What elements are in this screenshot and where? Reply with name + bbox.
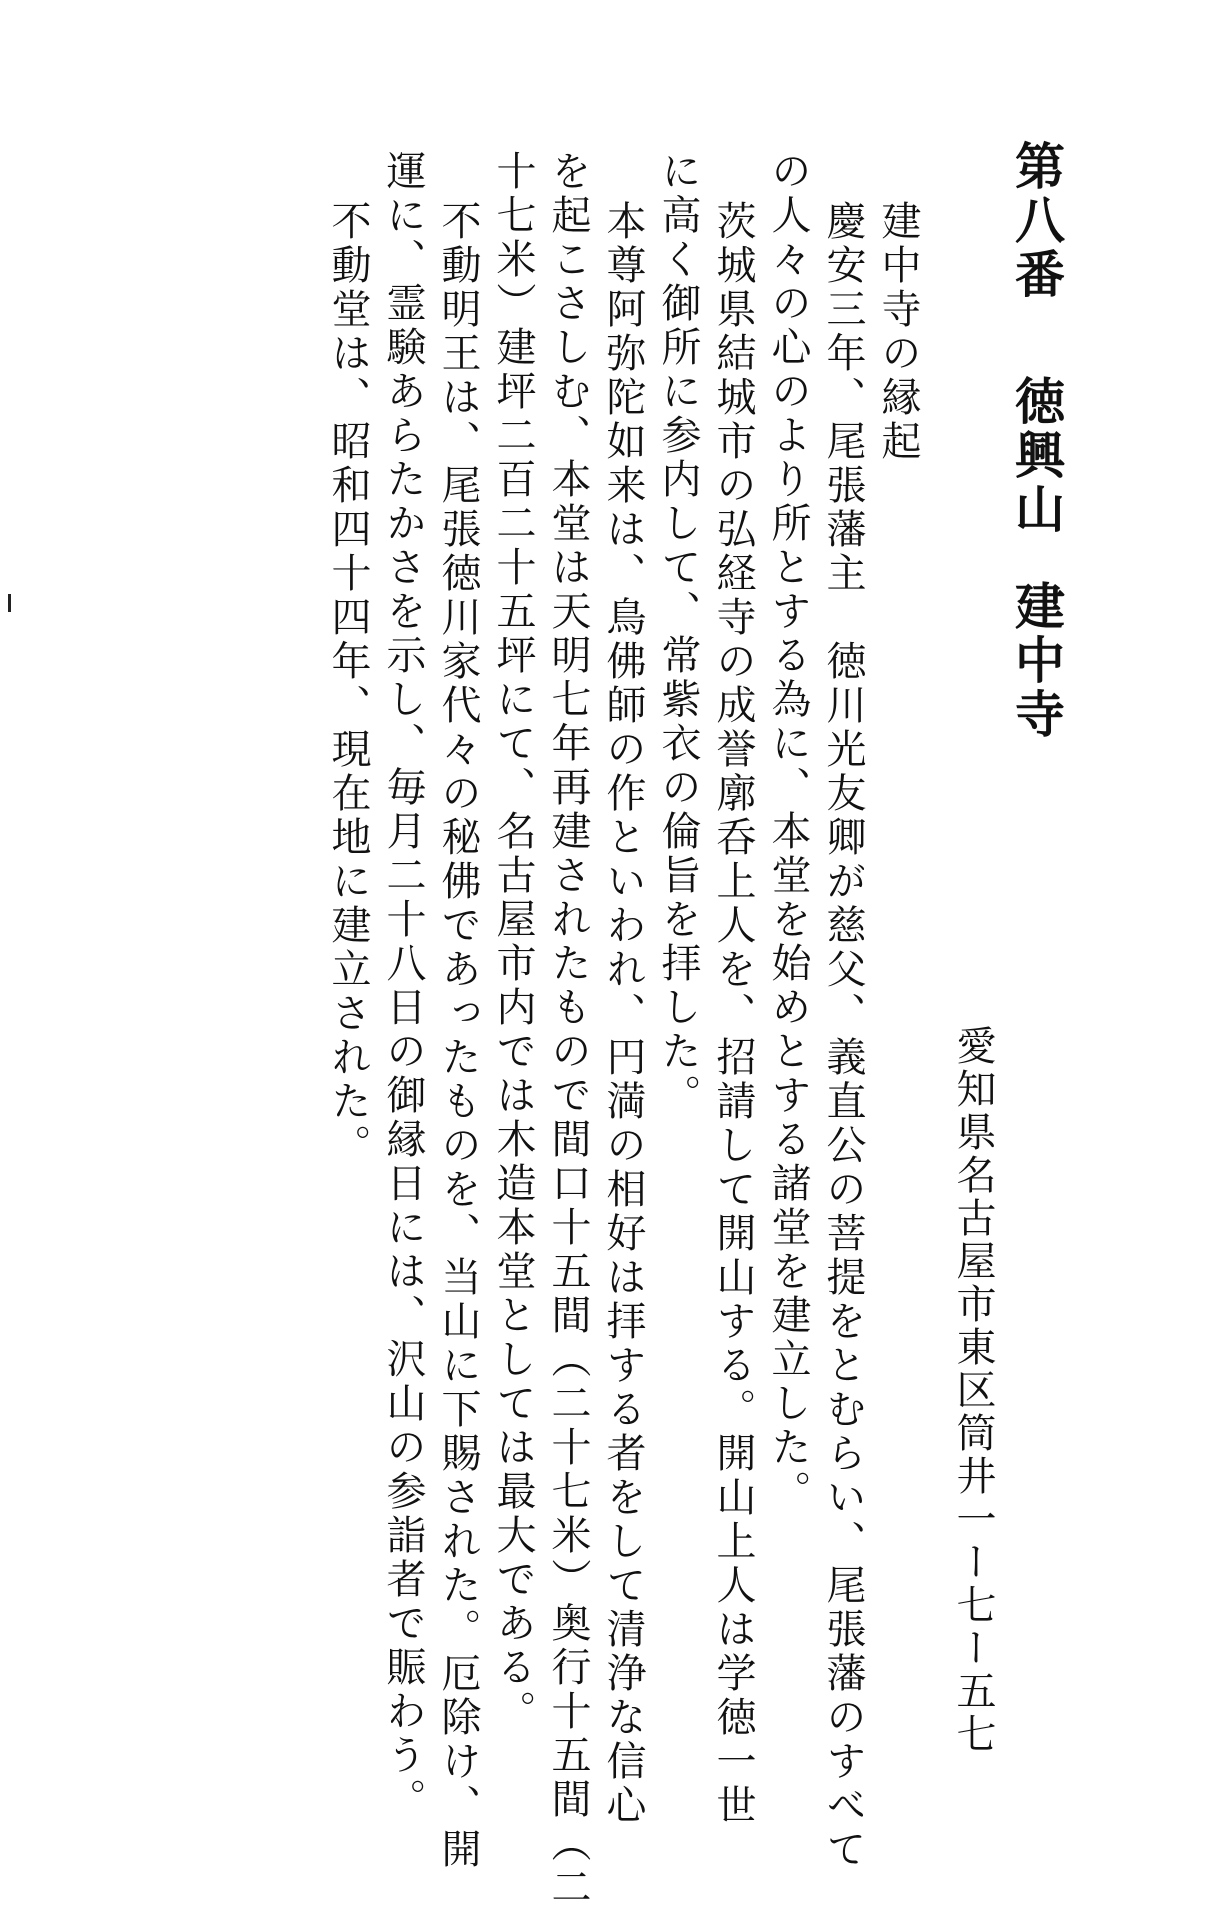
paragraph-line: 十七米）建坪二百二十五坪にて、名古屋市内では木造本堂としては最大である。 (490, 150, 536, 1734)
section-title: 建中寺の縁起 (875, 200, 921, 464)
temple-number-heading: 第八番 (1007, 140, 1066, 302)
paragraph-line: を起こさしむ、本堂は天明七年再建されたもので間口十五間（二十七米）奥行十五間（二 (545, 150, 591, 1910)
paragraph-line: 不動明王は、尾張徳川家代々の秘佛であったものを、当山に下賜された。厄除け、開 (435, 200, 481, 1872)
mountain-name-heading: 徳興山 (1007, 375, 1066, 537)
temple-name-heading: 建中寺 (1007, 580, 1066, 742)
paragraph-line: 本尊阿弥陀如来は、鳥佛師の作といわれ、円満の相好は拝する者をして清浄な信心 (600, 200, 646, 1828)
temple-address: 愛知県名古屋市東区筒井一ー七ー五七 (950, 1025, 996, 1756)
paragraph-line: 不動堂は、昭和四十四年、現在地に建立された。 (325, 200, 371, 1168)
margin-mark (8, 594, 11, 612)
paragraph-line: に高く御所に参内して、常紫衣の倫旨を拝した。 (655, 150, 701, 1118)
paragraph-line: 茨城県結城市の弘経寺の成誉廓呑上人を、招請して開山する。開山上人は学徳一世 (710, 200, 756, 1828)
paragraph-line: の人々の心のより所とする為に、本堂を始めとする諸堂を建立した。 (765, 150, 811, 1514)
paragraph-line: 運に、霊験あらたかさを示し、毎月二十八日の御縁日には、沢山の参詣者で賑わう。 (380, 150, 426, 1822)
paragraph-line: 慶安三年、尾張藩主 徳川光友卿が慈父、義直公の菩提をとむらい、尾張藩のすべて (820, 200, 866, 1872)
